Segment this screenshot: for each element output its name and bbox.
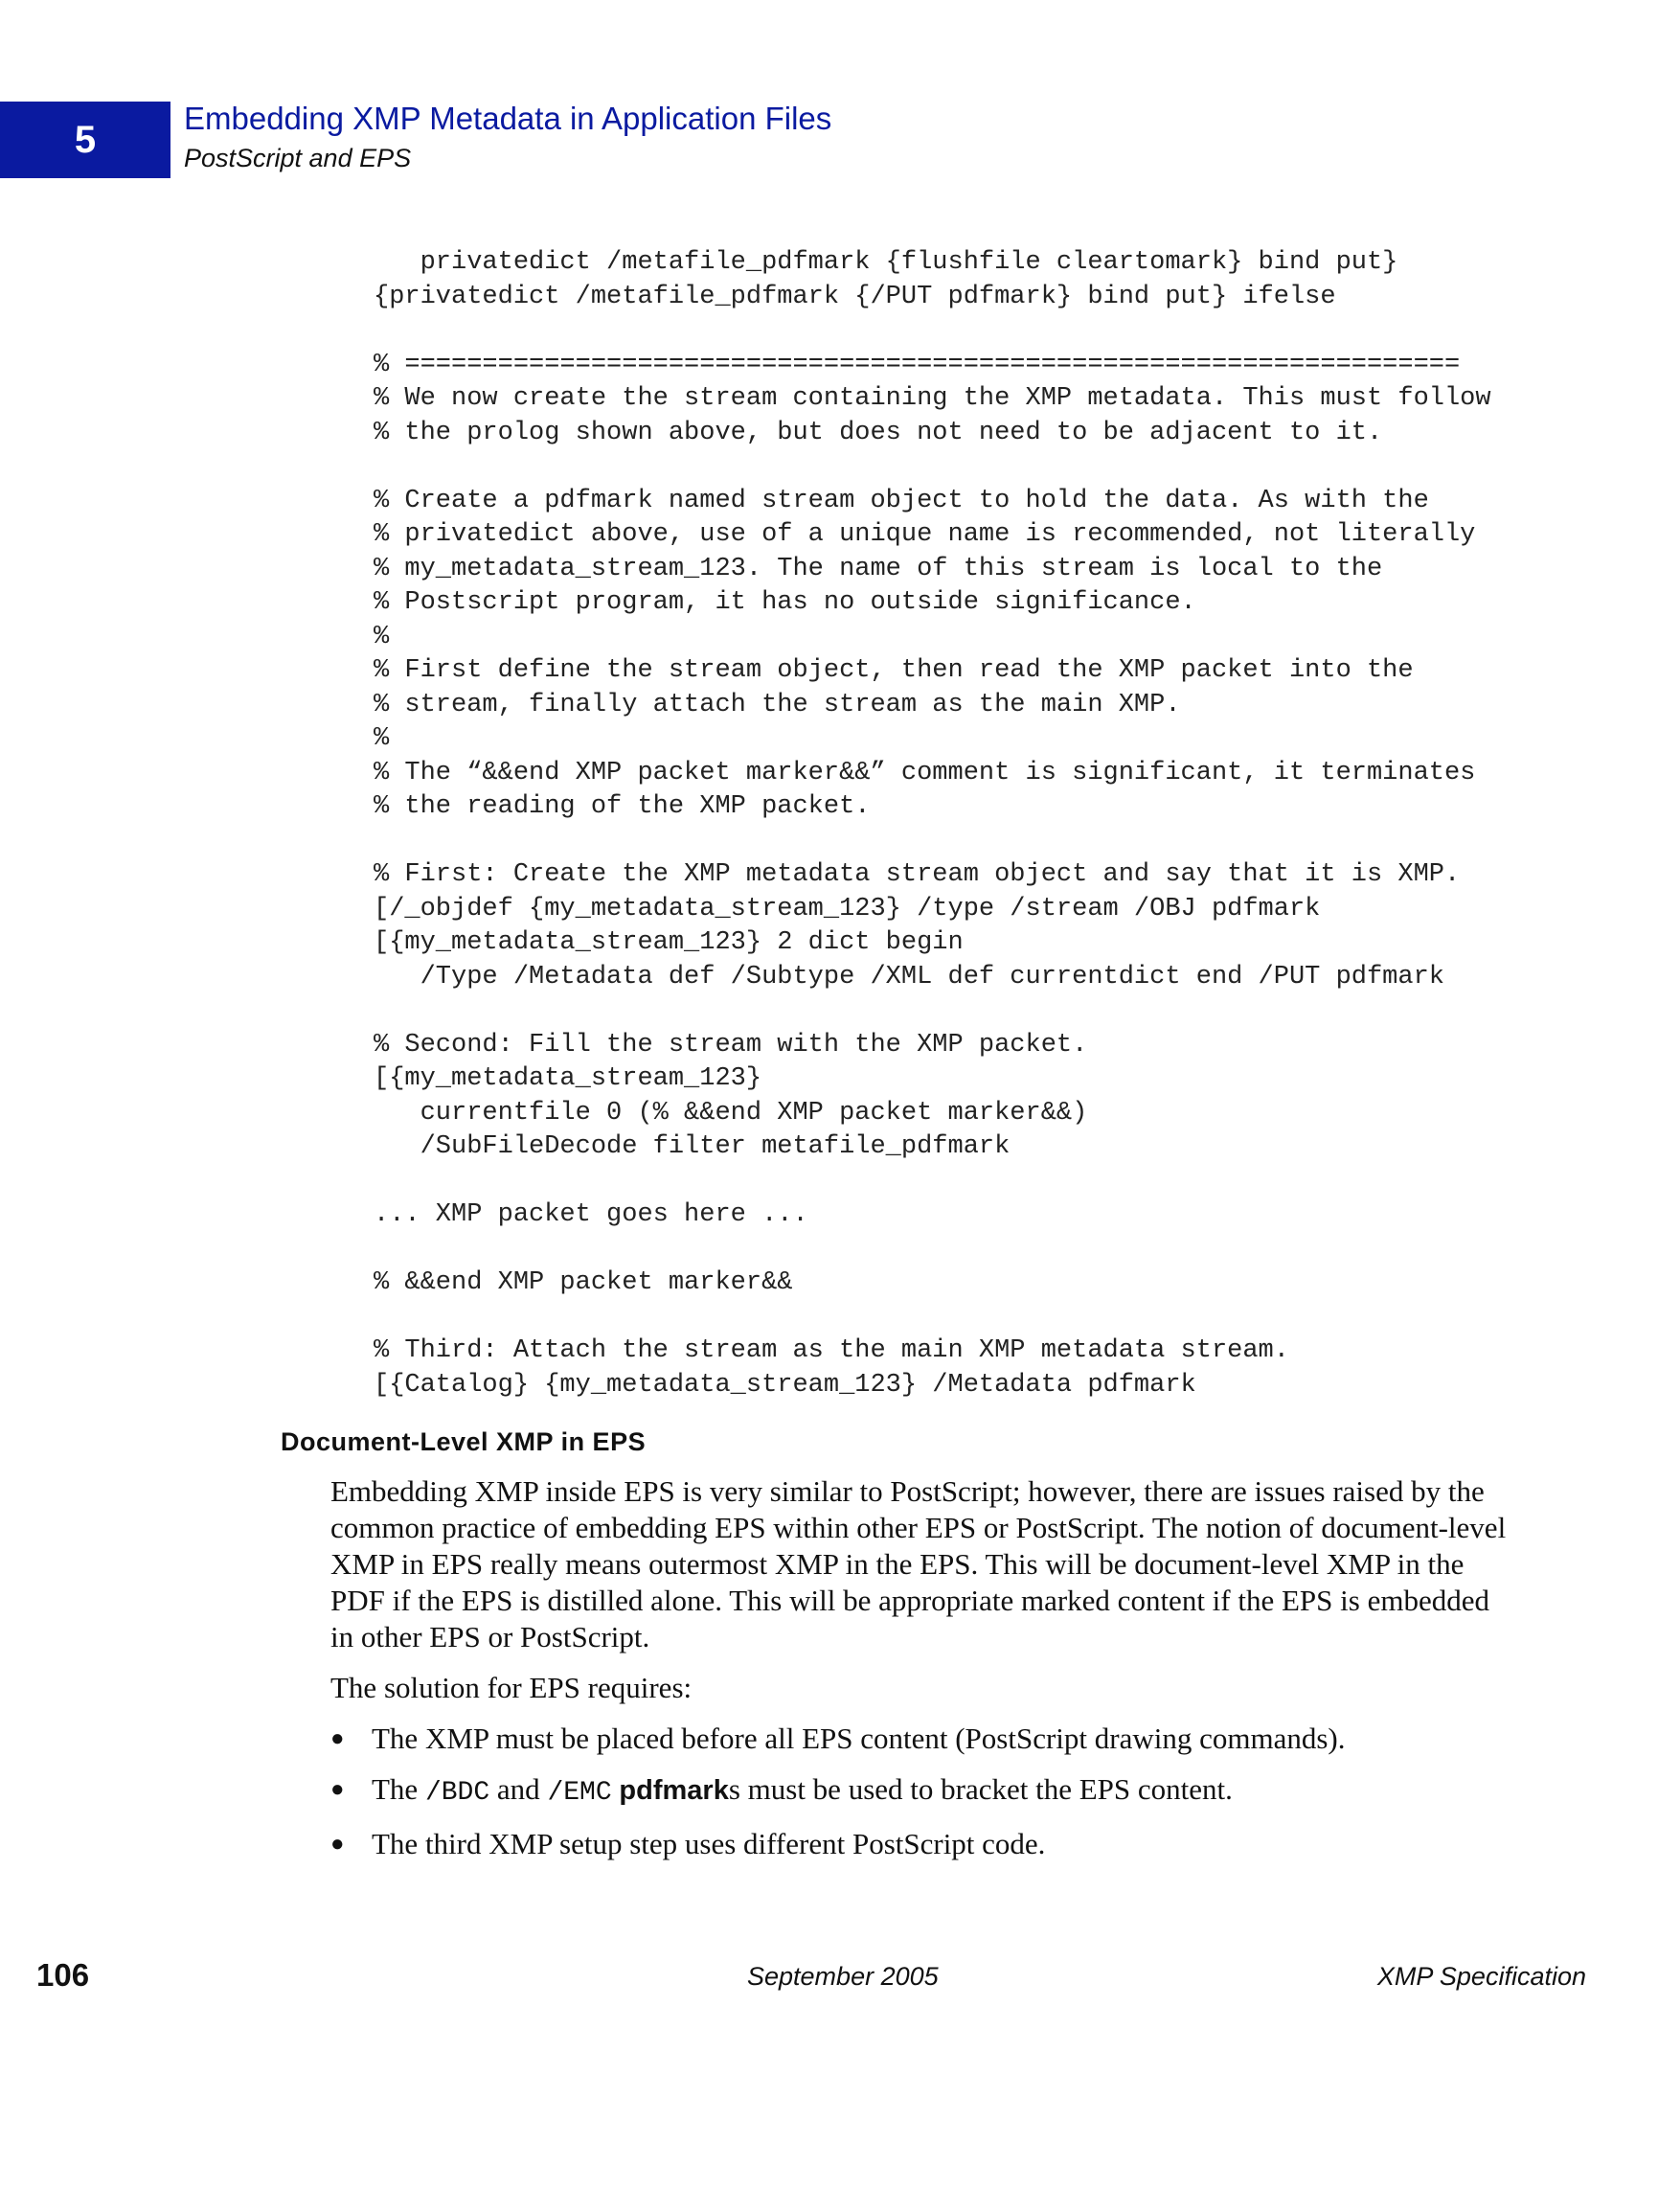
bullet-icon: ● [330, 1777, 345, 1802]
footer-doc-title: XMP Specification [1376, 1962, 1586, 1991]
code-line: [{my_metadata_stream_123} [374, 1064, 762, 1093]
text-run: The [372, 1772, 425, 1806]
list-item-text: The XMP must be placed before all EPS content (PostScript drawing commands). [372, 1722, 1346, 1755]
text-run: s must be used to bracket the EPS content. [728, 1772, 1233, 1806]
code-line: % the prolog shown above, but does not need to be adjacent to it. [374, 418, 1383, 447]
chapter-title: Embedding XMP Metadata in Application Files [184, 101, 832, 136]
code-line: % Postscript program, it has no outside significance. [374, 588, 1196, 617]
code-line: % Second: Fill the stream with the XMP packet. [374, 1030, 1088, 1060]
body-text [330, 1473, 1509, 1877]
code-line [374, 1165, 1491, 1199]
code-line [374, 1233, 1491, 1267]
code-line [374, 1301, 1491, 1335]
code-line: % First: Create the XMP metadata stream object and say that it is XMP. [374, 860, 1461, 889]
code-line: /Type /Metadata def /Subtype /XML def currentdict end /PUT pdfmark [374, 962, 1444, 992]
code-line: privatedict /metafile_pdfmark {flushfile cleartomark} bind put} [374, 248, 1398, 277]
code-line: % stream, finally attach the stream as the main XMP. [374, 690, 1181, 719]
code-line: {privatedict /metafile_pdfmark {/PUT pdfmark} bind put} ifelse [374, 282, 1336, 311]
list-item [330, 1826, 1509, 1862]
code-line: % &&end XMP packet marker&& [374, 1268, 793, 1297]
code-line: % my_metadata_stream_123. The name of this stream is local to the [374, 554, 1383, 583]
requirements-list [330, 1721, 1509, 1862]
code-line: [{my_metadata_stream_123} 2 dict begin [374, 928, 964, 957]
code-listing [374, 246, 1491, 1402]
code-line: /SubFileDecode filter metafile_pdfmark [374, 1132, 1011, 1161]
code-line: % ==================================================================== [374, 350, 1461, 379]
code-line: currentfile 0 (% &&end XMP packet marker&&) [374, 1098, 1088, 1128]
list-item [330, 1721, 1509, 1757]
bullet-icon: ● [330, 1726, 345, 1751]
code-line: [{Catalog} {my_metadata_stream_123} /Metadata pdfmark [374, 1370, 1196, 1400]
inline-code: /BDC [424, 1778, 490, 1808]
code-line [374, 450, 1491, 485]
list-item-text: The third XMP setup step uses different PostScript code. [372, 1827, 1046, 1860]
chapter-number-tab: 5 [0, 102, 170, 178]
code-line: % [374, 622, 390, 651]
code-line [374, 314, 1491, 349]
code-line: % First define the stream object, then read the XMP packet into the [374, 656, 1414, 685]
code-line: % We now create the stream containing the XMP metadata. This must follow [374, 384, 1491, 413]
running-header [184, 98, 831, 176]
paragraph: The solution for EPS requires: [330, 1671, 693, 1704]
code-line: % the reading of the XMP packet. [374, 792, 871, 821]
footer-date: September 2005 [747, 1962, 939, 1991]
bullet-icon: ● [330, 1832, 345, 1857]
code-line: % [374, 724, 390, 753]
code-line: % privatedict above, use of a unique name is recommended, not literally [374, 520, 1476, 549]
paragraph: Embedding XMP inside EPS is very similar to PostScript; however, there are issues raised by the common practice of embedding EPS within other EPS or PostScript. The notion of document-level XMP in EPS really means outermost XMP in the EPS. This will be document-level XMP in the PDF if the EPS is distilled alone. This will be appropriate marked content if the EPS is embedded in other EPS or PostScript. [330, 1474, 1507, 1653]
page-number: 106 [36, 1957, 90, 1993]
code-line: % Third: Attach the stream as the main XMP metadata stream. [374, 1336, 1289, 1365]
list-item-text [372, 1772, 1233, 1806]
code-line: % Create a pdfmark named stream object to hold the data. As with the [374, 486, 1429, 515]
section-heading: Document-Level XMP in EPS [281, 1427, 647, 1456]
section-subtitle: PostScript and EPS [184, 144, 412, 172]
code-line [374, 994, 1491, 1029]
code-line: ... XMP packet goes here ... [374, 1200, 808, 1229]
bold-term: pdfmark [619, 1775, 729, 1806]
inline-code: /EMC [547, 1778, 612, 1808]
code-line [374, 825, 1491, 859]
text-run: and [489, 1772, 548, 1806]
code-line: % The “&&end XMP packet marker&&” comment is significant, it terminates [374, 758, 1476, 787]
code-line: [/_objdef {my_metadata_stream_123} /type /stream /OBJ pdfmark [374, 894, 1321, 924]
list-item [330, 1771, 1509, 1812]
